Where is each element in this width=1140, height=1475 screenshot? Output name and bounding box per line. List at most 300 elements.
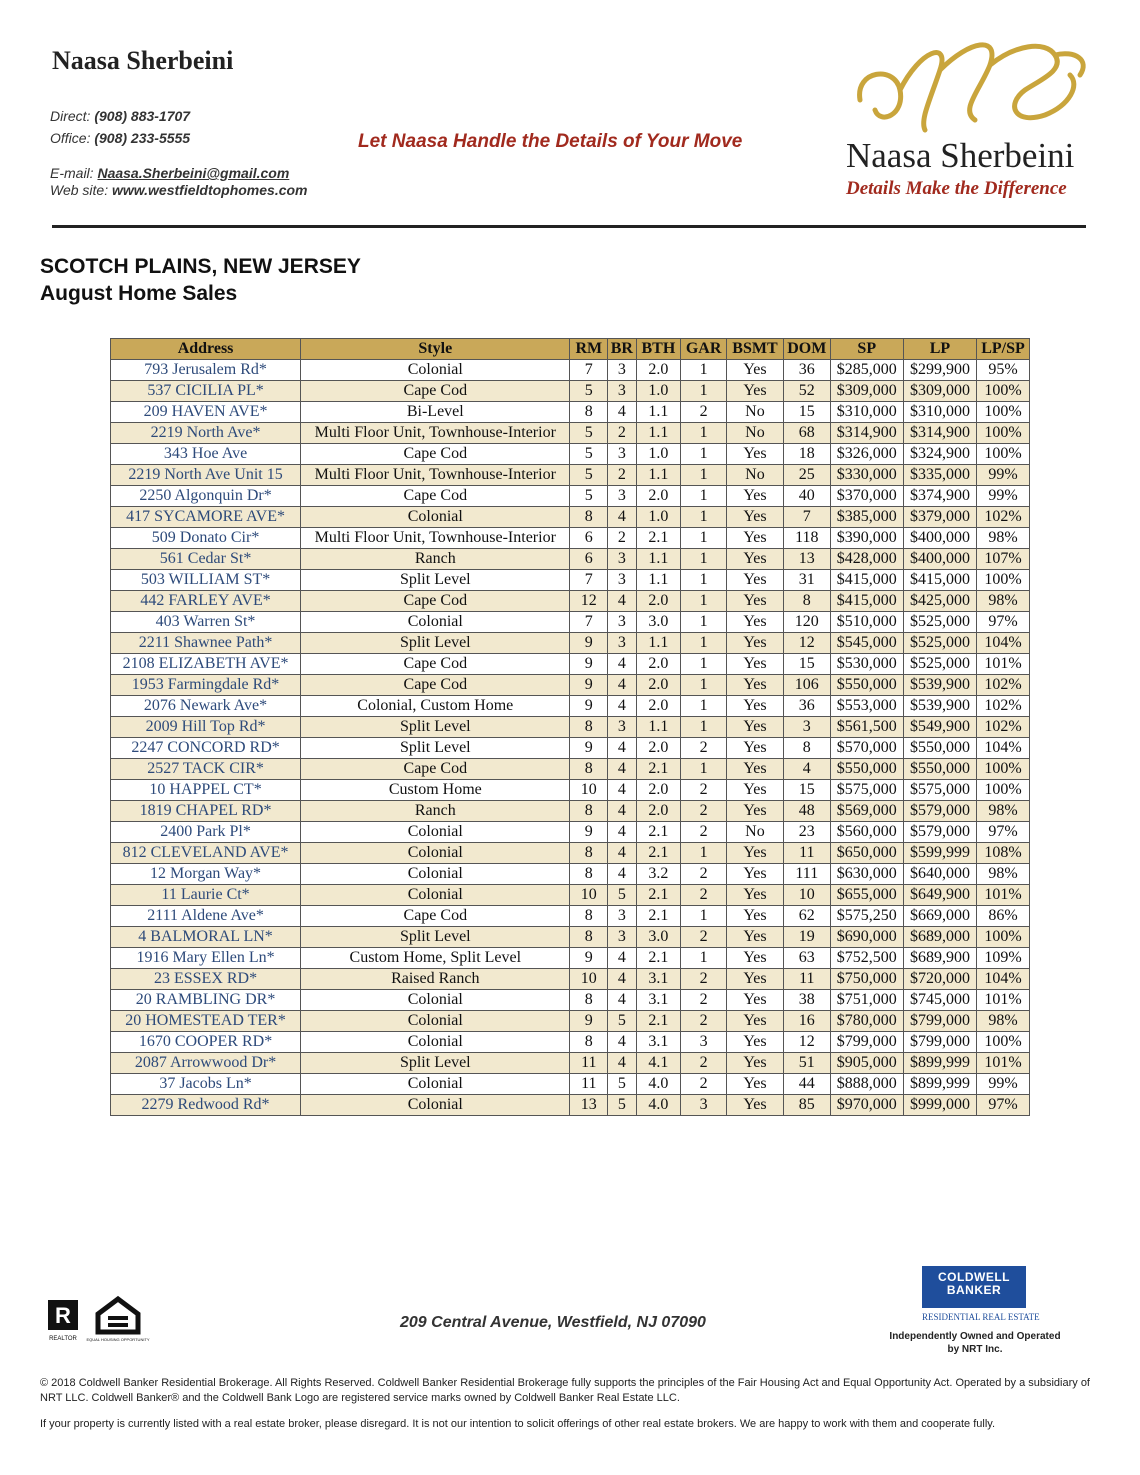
table-cell: 1: [681, 906, 727, 927]
table-cell: $400,000: [903, 528, 976, 549]
table-row: [111, 507, 1030, 528]
table-cell: 40: [783, 486, 830, 507]
table-row: [111, 948, 1030, 969]
table-cell: 36: [783, 696, 830, 717]
table-cell: 3: [608, 360, 636, 381]
table-cell: Colonial: [301, 360, 570, 381]
table-cell: 2: [681, 927, 727, 948]
table-cell: $415,000: [903, 570, 976, 591]
table-cell: 3: [681, 1032, 727, 1053]
table-cell: $545,000: [830, 633, 903, 654]
table-cell: 4: [608, 801, 636, 822]
table-cell: 8: [570, 507, 608, 528]
table-cell: Yes: [727, 759, 784, 780]
address-cell[interactable]: 10 HAPPEL CT*: [111, 780, 301, 801]
address-cell[interactable]: 20 RAMBLING DR*: [111, 990, 301, 1011]
table-cell: 2.0: [636, 696, 681, 717]
table-cell: $575,000: [903, 780, 976, 801]
table-cell: 11: [570, 1053, 608, 1074]
table-cell: 1: [681, 486, 727, 507]
table-cell: 106: [783, 675, 830, 696]
table-cell: 5: [608, 885, 636, 906]
table-cell: 108%: [977, 843, 1030, 864]
table-cell: Cape Cod: [301, 381, 570, 402]
table-cell: 4: [608, 759, 636, 780]
table-cell: 1: [681, 675, 727, 696]
table-cell: Split Level: [301, 738, 570, 759]
table-cell: 104%: [977, 969, 1030, 990]
table-cell: 100%: [977, 444, 1030, 465]
table-cell: 3.1: [636, 990, 681, 1011]
table-cell: 68: [783, 423, 830, 444]
table-cell: $390,000: [830, 528, 903, 549]
table-cell: $579,000: [903, 801, 976, 822]
table-cell: Colonial: [301, 990, 570, 1011]
table-row: [111, 465, 1030, 486]
table-cell: 101%: [977, 885, 1030, 906]
table-cell: Yes: [727, 948, 784, 969]
address-cell[interactable]: 2219 North Ave Unit 15: [111, 465, 301, 486]
address-cell[interactable]: 503 WILLIAM ST*: [111, 570, 301, 591]
table-cell: 4.0: [636, 1095, 681, 1116]
table-cell: 2: [681, 738, 727, 759]
table-cell: 8: [570, 1032, 608, 1053]
table-cell: $550,000: [830, 759, 903, 780]
office-label: Office:: [50, 130, 91, 146]
table-cell: No: [727, 423, 784, 444]
table-cell: 3.2: [636, 864, 681, 885]
table-cell: 107%: [977, 549, 1030, 570]
table-cell: $330,000: [830, 465, 903, 486]
table-row: [111, 423, 1030, 444]
table-cell: 3: [608, 549, 636, 570]
table-cell: 120: [783, 612, 830, 633]
table-cell: $539,900: [903, 696, 976, 717]
address-cell[interactable]: 417 SYCAMORE AVE*: [111, 507, 301, 528]
table-row: [111, 927, 1030, 948]
address-cell[interactable]: 2279 Redwood Rd*: [111, 1095, 301, 1116]
table-cell: $579,000: [903, 822, 976, 843]
table-cell: Yes: [727, 696, 784, 717]
table-cell: 2: [608, 465, 636, 486]
table-cell: 7: [570, 570, 608, 591]
table-cell: 11: [783, 843, 830, 864]
table-cell: $751,000: [830, 990, 903, 1011]
table-cell: Bi-Level: [301, 402, 570, 423]
table-cell: Split Level: [301, 633, 570, 654]
table-cell: 3: [608, 927, 636, 948]
table-cell: 101%: [977, 990, 1030, 1011]
address-cell[interactable]: 2250 Algonquin Dr*: [111, 486, 301, 507]
table-cell: Yes: [727, 1074, 784, 1095]
table-cell: $310,000: [903, 402, 976, 423]
realtor-label: REALTOR: [49, 1336, 77, 1342]
address-cell[interactable]: 537 CICILIA PL*: [111, 381, 301, 402]
table-cell: $560,000: [830, 822, 903, 843]
table-cell: $370,000: [830, 486, 903, 507]
table-cell: 8: [570, 402, 608, 423]
table-cell: Cape Cod: [301, 486, 570, 507]
table-cell: 3: [608, 381, 636, 402]
table-cell: $379,000: [903, 507, 976, 528]
table-cell: 2: [681, 780, 727, 801]
col-header[interactable]: BR: [608, 339, 636, 360]
address-cell[interactable]: 37 Jacobs Ln*: [111, 1074, 301, 1095]
table-row: [111, 1074, 1030, 1095]
table-row: [111, 885, 1030, 906]
table-cell: 4: [608, 1032, 636, 1053]
col-header[interactable]: LP: [903, 339, 976, 360]
col-header[interactable]: Address: [111, 339, 301, 360]
table-cell: Yes: [727, 801, 784, 822]
address-cell[interactable]: 2108 ELIZABETH AVE*: [111, 654, 301, 675]
table-cell: 1: [681, 843, 727, 864]
table-cell: 1: [681, 948, 727, 969]
table-cell: Colonial: [301, 864, 570, 885]
table-cell: Yes: [727, 486, 784, 507]
header-divider: [52, 225, 1086, 228]
table-cell: 2.1: [636, 885, 681, 906]
table-cell: 8: [570, 717, 608, 738]
table-cell: 100%: [977, 780, 1030, 801]
table-row: [111, 402, 1030, 423]
table-cell: Split Level: [301, 570, 570, 591]
table-cell: 2: [681, 969, 727, 990]
address-cell[interactable]: 1916 Mary Ellen Ln*: [111, 948, 301, 969]
email-label: E-mail:: [50, 165, 94, 181]
table-cell: 3: [608, 633, 636, 654]
address-cell[interactable]: 12 Morgan Way*: [111, 864, 301, 885]
sales-table: [110, 338, 1030, 1116]
table-row: [111, 591, 1030, 612]
table-cell: $415,000: [830, 591, 903, 612]
website-label: Web site:: [50, 182, 109, 198]
email-line: [50, 165, 289, 181]
table-cell: $553,000: [830, 696, 903, 717]
table-cell: 1.1: [636, 717, 681, 738]
table-cell: 9: [570, 738, 608, 759]
address-cell[interactable]: 2219 North Ave*: [111, 423, 301, 444]
table-cell: $780,000: [830, 1011, 903, 1032]
table-cell: Yes: [727, 717, 784, 738]
table-row: [111, 1032, 1030, 1053]
table-cell: 5: [570, 486, 608, 507]
table-cell: 4: [608, 864, 636, 885]
table-cell: 16: [783, 1011, 830, 1032]
address-cell[interactable]: 812 CLEVELAND AVE*: [111, 843, 301, 864]
address-cell[interactable]: 2400 Park Pl*: [111, 822, 301, 843]
table-cell: 2: [681, 1011, 727, 1032]
address-cell[interactable]: 2211 Shawnee Path*: [111, 633, 301, 654]
table-row: [111, 444, 1030, 465]
email-link[interactable]: Naasa.Sherbeini@gmail.com: [97, 165, 290, 181]
address-cell[interactable]: 1953 Farmingdale Rd*: [111, 675, 301, 696]
col-header[interactable]: LP/SP: [977, 339, 1030, 360]
table-cell: $689,900: [903, 948, 976, 969]
table-cell: 10: [783, 885, 830, 906]
address-cell[interactable]: 561 Cedar St*: [111, 549, 301, 570]
table-cell: 2.0: [636, 801, 681, 822]
table-cell: 95%: [977, 360, 1030, 381]
table-cell: 7: [570, 612, 608, 633]
table-cell: Yes: [727, 570, 784, 591]
table-cell: 98%: [977, 801, 1030, 822]
coldwell-banker-logo: [922, 1266, 1026, 1308]
direct-label: Direct:: [50, 108, 91, 124]
address-cell[interactable]: 20 HOMESTEAD TER*: [111, 1011, 301, 1032]
table-cell: 98%: [977, 591, 1030, 612]
cb-line2: BANKER: [946, 1283, 1002, 1297]
col-header[interactable]: BSMT: [727, 339, 784, 360]
address-cell[interactable]: 4 BALMORAL LN*: [111, 927, 301, 948]
table-row: [111, 759, 1030, 780]
table-cell: Yes: [727, 864, 784, 885]
address-cell[interactable]: 1819 CHAPEL RD*: [111, 801, 301, 822]
address-cell[interactable]: 2009 Hill Top Rd*: [111, 717, 301, 738]
address-cell[interactable]: 11 Laurie Ct*: [111, 885, 301, 906]
table-cell: 99%: [977, 465, 1030, 486]
table-cell: 6: [570, 528, 608, 549]
table-cell: 4: [608, 969, 636, 990]
table-row: [111, 381, 1030, 402]
table-cell: $310,000: [830, 402, 903, 423]
table-cell: Yes: [727, 1053, 784, 1074]
table-cell: 98%: [977, 528, 1030, 549]
address-cell[interactable]: 509 Donato Cir*: [111, 528, 301, 549]
address-cell[interactable]: 1670 COOPER RD*: [111, 1032, 301, 1053]
website-link[interactable]: www.westfieldtophomes.com: [112, 182, 308, 198]
address-cell[interactable]: 793 Jerusalem Rd*: [111, 360, 301, 381]
table-cell: $752,500: [830, 948, 903, 969]
col-header[interactable]: GAR: [681, 339, 727, 360]
table-cell: $669,000: [903, 906, 976, 927]
table-cell: 12: [783, 633, 830, 654]
table-cell: $550,000: [830, 675, 903, 696]
table-cell: 9: [570, 948, 608, 969]
table-cell: $655,000: [830, 885, 903, 906]
table-cell: Yes: [727, 885, 784, 906]
table-cell: 2.0: [636, 486, 681, 507]
table-row: [111, 780, 1030, 801]
table-cell: 2.1: [636, 906, 681, 927]
table-cell: Split Level: [301, 1053, 570, 1074]
table-body: [111, 360, 1030, 1116]
office-phone: (908) 233-5555: [94, 130, 191, 146]
table-cell: Yes: [727, 969, 784, 990]
table-cell: 3: [608, 444, 636, 465]
table-cell: 102%: [977, 696, 1030, 717]
table-cell: $799,000: [903, 1032, 976, 1053]
address-cell[interactable]: 2247 CONCORD RD*: [111, 738, 301, 759]
table-cell: 118: [783, 528, 830, 549]
table-cell: 4: [608, 843, 636, 864]
table-cell: Cape Cod: [301, 759, 570, 780]
table-cell: $799,000: [830, 1032, 903, 1053]
table-cell: $309,000: [830, 381, 903, 402]
table-cell: 1.1: [636, 423, 681, 444]
table-cell: Yes: [727, 591, 784, 612]
address-cell[interactable]: 209 HAVEN AVE*: [111, 402, 301, 423]
table-cell: 8: [570, 864, 608, 885]
table-cell: 98%: [977, 864, 1030, 885]
table-cell: 2.0: [636, 780, 681, 801]
table-cell: 8: [570, 906, 608, 927]
table-cell: 4: [608, 402, 636, 423]
table-cell: 3: [681, 1095, 727, 1116]
col-header[interactable]: Style: [301, 339, 570, 360]
table-cell: 3.0: [636, 927, 681, 948]
table-cell: 5: [608, 1011, 636, 1032]
table-cell: Colonial: [301, 885, 570, 906]
address-cell[interactable]: 442 FARLEY AVE*: [111, 591, 301, 612]
table-cell: 3.1: [636, 969, 681, 990]
table-cell: Yes: [727, 675, 784, 696]
address-cell[interactable]: 23 ESSEX RD*: [111, 969, 301, 990]
address-cell[interactable]: 403 Warren St*: [111, 612, 301, 633]
direct-phone-line: [50, 108, 190, 124]
table-cell: $650,000: [830, 843, 903, 864]
table-cell: Raised Ranch: [301, 969, 570, 990]
table-cell: 97%: [977, 1095, 1030, 1116]
table-cell: $374,900: [903, 486, 976, 507]
table-cell: $326,000: [830, 444, 903, 465]
table-cell: 9: [570, 696, 608, 717]
table-cell: 1.0: [636, 507, 681, 528]
col-header[interactable]: BTH: [636, 339, 681, 360]
table-cell: $575,000: [830, 780, 903, 801]
table-cell: $539,900: [903, 675, 976, 696]
table-cell: $899,999: [903, 1053, 976, 1074]
table-cell: 99%: [977, 486, 1030, 507]
table-cell: 1: [681, 612, 727, 633]
table-cell: 9: [570, 675, 608, 696]
table-cell: Colonial, Custom Home: [301, 696, 570, 717]
table-cell: 2: [681, 402, 727, 423]
table-cell: 38: [783, 990, 830, 1011]
table-cell: Ranch: [301, 801, 570, 822]
table-row: [111, 1011, 1030, 1032]
col-header[interactable]: RM: [570, 339, 608, 360]
address-cell[interactable]: 2087 Arrowwood Dr*: [111, 1053, 301, 1074]
table-cell: 4: [608, 948, 636, 969]
table-cell: $428,000: [830, 549, 903, 570]
table-cell: 1.1: [636, 402, 681, 423]
page-title: SCOTCH PLAINS, NEW JERSEY: [40, 255, 361, 278]
table-cell: Yes: [727, 549, 784, 570]
table-cell: 100%: [977, 759, 1030, 780]
direct-phone: (908) 883-1707: [94, 108, 191, 124]
table-cell: Colonial: [301, 1095, 570, 1116]
table-cell: 1: [681, 633, 727, 654]
table-cell: 1: [681, 528, 727, 549]
col-header[interactable]: SP: [830, 339, 903, 360]
table-row: [111, 696, 1030, 717]
table-cell: $690,000: [830, 927, 903, 948]
table-cell: Multi Floor Unit, Townhouse-Interior: [301, 465, 570, 486]
table-cell: Yes: [727, 780, 784, 801]
table-cell: $425,000: [903, 591, 976, 612]
table-cell: 8: [783, 591, 830, 612]
table-cell: 3.1: [636, 1032, 681, 1053]
table-cell: 10: [570, 780, 608, 801]
table-cell: 3.0: [636, 612, 681, 633]
table-row: [111, 906, 1030, 927]
table-cell: No: [727, 402, 784, 423]
address-cell[interactable]: 2111 Aldene Ave*: [111, 906, 301, 927]
table-cell: 111: [783, 864, 830, 885]
table-cell: 15: [783, 402, 830, 423]
address-cell[interactable]: 343 Hoe Ave: [111, 444, 301, 465]
table-cell: 9: [570, 1011, 608, 1032]
table-cell: 4: [608, 507, 636, 528]
table-cell: $525,000: [903, 612, 976, 633]
table-cell: No: [727, 465, 784, 486]
table-cell: 19: [783, 927, 830, 948]
table-cell: Colonial: [301, 1011, 570, 1032]
col-header[interactable]: DOM: [783, 339, 830, 360]
table-cell: 1: [681, 654, 727, 675]
table-cell: 98%: [977, 1011, 1030, 1032]
table-cell: 2.0: [636, 360, 681, 381]
table-cell: 104%: [977, 633, 1030, 654]
table-cell: Custom Home, Split Level: [301, 948, 570, 969]
table-cell: Multi Floor Unit, Townhouse-Interior: [301, 528, 570, 549]
table-cell: 1: [681, 465, 727, 486]
table-row: [111, 717, 1030, 738]
table-row: [111, 864, 1030, 885]
table-cell: 2.1: [636, 1011, 681, 1032]
table-cell: 7: [783, 507, 830, 528]
table-cell: $550,000: [903, 759, 976, 780]
table-cell: 1.0: [636, 444, 681, 465]
table-cell: 100%: [977, 927, 1030, 948]
table-cell: 9: [570, 633, 608, 654]
table-cell: 86%: [977, 906, 1030, 927]
table-cell: 4: [608, 780, 636, 801]
table-cell: Cape Cod: [301, 675, 570, 696]
address-cell[interactable]: 2076 Newark Ave*: [111, 696, 301, 717]
table-cell: 5: [570, 381, 608, 402]
equal-housing-icon: [86, 1296, 150, 1344]
table-cell: $285,000: [830, 360, 903, 381]
table-cell: $575,250: [830, 906, 903, 927]
table-cell: 2: [681, 822, 727, 843]
table-cell: 97%: [977, 612, 1030, 633]
table-cell: 4: [783, 759, 830, 780]
table-cell: 9: [570, 654, 608, 675]
table-row: [111, 654, 1030, 675]
table-cell: $720,000: [903, 969, 976, 990]
table-cell: 1: [681, 423, 727, 444]
table-cell: $510,000: [830, 612, 903, 633]
table-cell: $400,000: [903, 549, 976, 570]
table-cell: 8: [783, 738, 830, 759]
solicitation-disclaimer: If your property is currently listed with a real estate broker, please disregard. It is not our intention to solicit offerings of other real estate brokers. We are happy to work with them and cooperate fully.: [40, 1418, 996, 1430]
table-cell: 4: [608, 696, 636, 717]
table-cell: $385,000: [830, 507, 903, 528]
table-cell: 2.1: [636, 948, 681, 969]
table-cell: 1: [681, 570, 727, 591]
table-cell: 6: [570, 549, 608, 570]
table-cell: 5: [570, 444, 608, 465]
table-cell: $415,000: [830, 570, 903, 591]
address-cell[interactable]: 2527 TACK CIR*: [111, 759, 301, 780]
table-cell: $550,000: [903, 738, 976, 759]
table-cell: 31: [783, 570, 830, 591]
table-cell: 52: [783, 381, 830, 402]
table-row: [111, 969, 1030, 990]
logo-name: Naasa Sherbeini: [846, 136, 1075, 175]
